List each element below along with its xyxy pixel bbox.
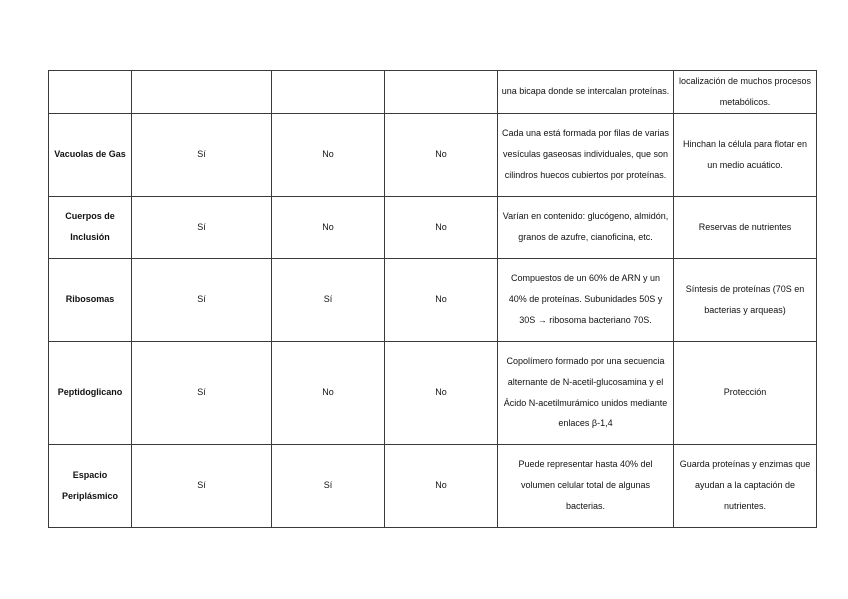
description-cell: Cada una está formada por filas de varias vesículas gaseosas individuales, que son cilindros huecos cubiertos por proteínas. (498, 113, 674, 196)
structure-name-cell: Vacuolas de Gas (49, 113, 132, 196)
table-cell: Sí (272, 258, 385, 341)
cell-structures-table (48, 70, 817, 528)
table-cell: No (385, 258, 498, 341)
description-cell: Puede representar hasta 40% del volumen celular total de algunas bacterias. (498, 444, 674, 527)
table-row (49, 113, 817, 196)
structure-name-cell: Cuerpos de Inclusión (49, 196, 132, 258)
description-cell: Compuestos de un 60% de ARN y un 40% de proteínas. Subunidades 50S y 30S → ribosoma bacteriano 70S. (498, 258, 674, 341)
table-cell (385, 71, 498, 114)
function-cell: localización de muchos procesos metabólicos. (674, 71, 817, 114)
table-cell: Sí (132, 258, 272, 341)
description-cell: una bicapa donde se intercalan proteínas. (498, 71, 674, 114)
structure-name-cell: Espacio Periplásmico (49, 444, 132, 527)
table-cell: No (385, 196, 498, 258)
structure-name-cell: Ribosomas (49, 258, 132, 341)
structure-name-cell (49, 71, 132, 114)
table-row (49, 341, 817, 444)
table-cell: No (385, 444, 498, 527)
table-cell: Sí (132, 113, 272, 196)
table-cell: No (272, 196, 385, 258)
function-cell: Reservas de nutrientes (674, 196, 817, 258)
table-row (49, 196, 817, 258)
table-cell (272, 71, 385, 114)
table-cell: No (272, 341, 385, 444)
table-row (49, 71, 817, 114)
table-cell (132, 71, 272, 114)
function-cell: Síntesis de proteínas (70S en bacterias y arqueas) (674, 258, 817, 341)
table-cell: Sí (132, 444, 272, 527)
function-cell: Protección (674, 341, 817, 444)
table-cell: No (272, 113, 385, 196)
table-cell: Sí (132, 341, 272, 444)
structure-name-cell: Peptidoglicano (49, 341, 132, 444)
description-cell: Copolímero formado por una secuencia alternante de N-acetil-glucosamina y el Ácido N-acetilmurámico unidos mediante enlaces β-1,4 (498, 341, 674, 444)
function-cell: Guarda proteínas y enzimas que ayudan a la captación de nutrientes. (674, 444, 817, 527)
description-cell: Varían en contenido: glucógeno, almidón, granos de azufre, cianoficina, etc. (498, 196, 674, 258)
table-cell: Sí (272, 444, 385, 527)
function-cell: Hinchan la célula para flotar en un medio acuático. (674, 113, 817, 196)
table-cell: No (385, 113, 498, 196)
document-table-wrapper (48, 70, 817, 528)
table-row (49, 258, 817, 341)
table-cell: No (385, 341, 498, 444)
table-row (49, 444, 817, 527)
table-cell: Sí (132, 196, 272, 258)
